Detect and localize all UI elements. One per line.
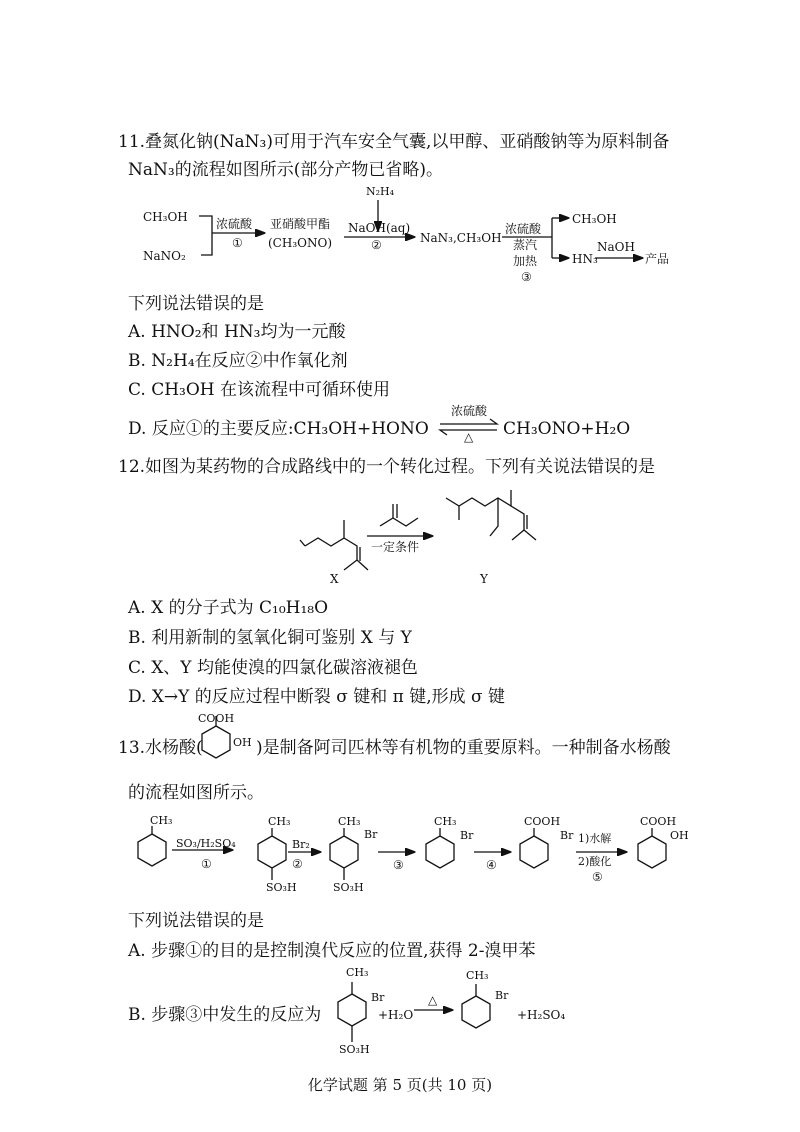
q11-reactant-methanol: CH₃OH — [143, 210, 188, 224]
q13-b-ch3: CH₃ — [346, 966, 369, 979]
q13-step2-num: ② — [292, 857, 303, 871]
q13-product-oh: OH — [670, 829, 689, 842]
q11-option-d-rhs: CH₃ONO+H₂O — [503, 419, 631, 439]
q11-option-d-heat: △ — [464, 430, 474, 444]
q13-step1-reagent: SO₃/H₂SO₄ — [176, 837, 236, 850]
q13-b-heat: △ — [428, 993, 438, 1007]
q13-prompt: 下列说法错误的是 — [128, 911, 264, 931]
q13-stem-end: )是制备阿司匹林等有机物的重要原料。一种制备水杨酸 — [256, 738, 671, 758]
q11-stem-line1: 11.叠氮化钠(NaN₃)可用于汽车安全气囊,以甲醇、亚硝酸钠等为原料制备 — [118, 132, 670, 152]
q13-m1-ch3: CH₃ — [268, 815, 291, 828]
q11-arrow4-condition: NaOH — [597, 240, 635, 254]
q13-b-br: Br — [371, 991, 385, 1004]
q11-option-b: B. N₂H₄在反应②中作氧化剂 — [128, 351, 348, 371]
q13-option-b-structures — [338, 982, 490, 1042]
q11-arrow1-condition: 浓硫酸 — [216, 217, 253, 231]
q12-stem: 12.如图为某药物的合成路线中的一个转化过程。下列有关说法错误的是 — [118, 457, 656, 477]
q11-arrow2-condition: NaOH(aq) — [348, 221, 411, 235]
q11-option-d-lhs: D. 反应①的主要反应:CH₃OH+HONO — [128, 419, 429, 439]
q13-stem-line2: 的流程如图所示。 — [128, 783, 264, 803]
q11-stem-line2: NaN₃的流程如图所示(部分产物已省略)。 — [128, 160, 443, 180]
q13-m2-so3h: SO₃H — [333, 881, 364, 894]
q13-step3-num: ③ — [393, 858, 404, 872]
q11-intermediate-2: NaN₃,CH₃OH — [420, 231, 502, 245]
q11-product-hn3: HN₃ — [572, 252, 598, 266]
q13-stem-cooh: COOH — [198, 712, 235, 725]
q11-option-c: C. CH₃OH 在该流程中可循环使用 — [128, 380, 391, 400]
q13-b-product-ch3: CH₃ — [466, 969, 489, 982]
q11-hydrazine: N₂H₄ — [366, 185, 395, 198]
q11-final-product: 产品 — [645, 252, 670, 266]
q13-step1-num: ① — [201, 857, 212, 871]
q12-condition: 一定条件 — [371, 540, 420, 554]
q11-intermediate-name: 亚硝酸甲酯 — [270, 217, 331, 231]
q13-m3-br: Br — [460, 829, 474, 842]
q13-step4-num: ④ — [486, 858, 497, 872]
q13-m3-ch3: CH₃ — [434, 815, 457, 828]
q12-molecule-x — [300, 520, 368, 570]
q12-molecule-y — [446, 490, 536, 540]
q11-arrow1-step: ① — [232, 236, 243, 250]
q11-intermediate-formula: (CH₃ONO) — [268, 236, 332, 250]
q12-label-x: X — [330, 572, 339, 586]
q12-reagent-arrow — [367, 504, 432, 536]
q11-arrow3-steam: 蒸汽 — [513, 238, 538, 252]
q13-m1-so3h: SO₃H — [266, 881, 297, 894]
q13-b-water: +H₂O — [378, 1008, 414, 1022]
q13-m4-br: Br — [560, 829, 574, 842]
q11-prompt: 下列说法错误的是 — [128, 294, 264, 314]
q12-option-b: B. 利用新制的氢氧化铜可鉴别 X 与 Y — [128, 628, 412, 648]
q13-option-b: B. 步骤③中发生的反应为 — [128, 1005, 322, 1025]
q13-step2-reagent: Br₂ — [292, 838, 310, 851]
q13-m2-br: Br — [364, 828, 378, 841]
q13-stem-start: 13.水杨酸( — [118, 738, 203, 758]
q12-option-c: C. X、Y 均能使溴的四氯化碳溶液褪色 — [128, 658, 418, 678]
q11-arrow3-acid: 浓硫酸 — [505, 222, 542, 236]
q11-option-a: A. HNO₂和 HN₃均为一元酸 — [128, 322, 346, 342]
q13-b-so3h: SO₃H — [339, 1043, 370, 1056]
q11-reactant-sodium-nitrite: NaNO₂ — [143, 249, 186, 263]
q12-label-y: Y — [480, 572, 488, 586]
q12-option-d: D. X→Y 的反应过程中断裂 σ 键和 π 键,形成 σ 键 — [128, 687, 506, 707]
q11-flow-lines — [199, 200, 642, 258]
q12-option-a: A. X 的分子式为 C₁₀H₁₈O — [128, 598, 329, 618]
q13-stem-oh: OH — [233, 736, 252, 749]
q11-arrow3-heat: 加热 — [513, 254, 538, 268]
q11-arrow3-step: ③ — [521, 270, 532, 284]
page-footer: 化学试题 第 5 页(共 10 页) — [307, 1076, 493, 1094]
q11-option-d-catalyst: 浓硫酸 — [451, 404, 488, 418]
q13-step5-num: ⑤ — [592, 870, 603, 884]
q13-m2-ch3: CH₃ — [338, 815, 361, 828]
q13-b-product-br: Br — [495, 989, 509, 1002]
q13-m4-cooh: COOH — [524, 815, 561, 828]
q13-step5-hydrolysis: 1)水解 — [578, 832, 612, 845]
q11-arrow2-step: ② — [371, 238, 382, 252]
q11-product-methanol: CH₃OH — [572, 212, 617, 226]
q13-b-sulfuric-acid: +H₂SO₄ — [517, 1008, 566, 1022]
q13-option-a: A. 步骤①的目的是控制溴代反应的位置,获得 2-溴甲苯 — [128, 941, 536, 961]
q13-toluene-ch3: CH₃ — [150, 814, 173, 827]
q13-product-cooh: COOH — [640, 815, 677, 828]
q13-step5-acidify: 2)酸化 — [578, 855, 612, 868]
